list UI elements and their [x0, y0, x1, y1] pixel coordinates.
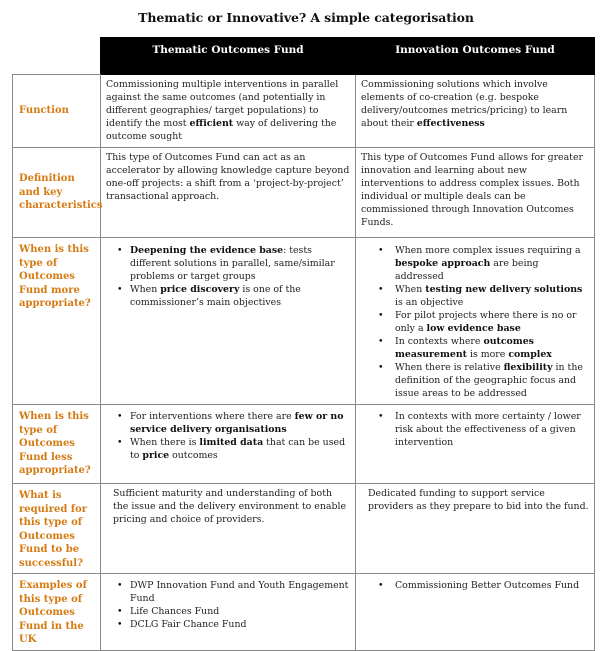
- row-label: When is this type of Outcomes Fund more appropriate?: [13, 238, 101, 405]
- list-item: • Deepening the evidence base: tests different solutions in parallel, same/similar problems or target groups: [130, 244, 350, 283]
- bullet-list: [106, 410, 350, 462]
- bullet-list: [106, 244, 350, 309]
- cell-innovation: This type of Outcomes Fund allows for greater innovation and learning about new interventions to address complex issues. Both individual or multiple deals can be commissioned through Innovation Outcomes Funds.: [356, 148, 595, 238]
- cell-innovation: [356, 574, 595, 651]
- bullet-list: [361, 244, 589, 400]
- list-item: • DWP Innovation Fund and Youth Engagement Fund: [130, 579, 350, 605]
- cell-innovation: Dedicated funding to support service providers as they prepare to bid into the fund.: [356, 484, 595, 574]
- comparison-table: [12, 37, 595, 651]
- bullet-list: [361, 579, 589, 592]
- cell-text: way of delivering the outcome sought: [106, 118, 337, 142]
- list-item: • Commissioning Better Outcomes Fund: [395, 579, 589, 592]
- header-innovation: Innovation Outcomes Fund: [356, 38, 595, 75]
- cell-thematic: [101, 405, 356, 484]
- bullet-list: [361, 410, 589, 449]
- cell-text: Commissioning multiple interventions in parallel against the same outcomes (and potentially in different geographies/ target populations) to identify the most: [106, 79, 339, 129]
- list-item: • For pilot projects where there is no or only a low evidence base: [395, 309, 589, 335]
- header-thematic: Thematic Outcomes Fund: [101, 38, 356, 75]
- list-item: • In contexts where outcomes measurement is more complex: [395, 335, 589, 361]
- header-row: [13, 38, 595, 75]
- header-blank-cell: [13, 38, 101, 75]
- list-item: • When there is limited data that can be used to price outcomes: [130, 436, 350, 462]
- cell-thematic: This type of Outcomes Fund can act as an accelerator by allowing knowledge capture beyond one-off projects: a shift from a ‘project-by-project’ transactional approach.: [101, 148, 356, 238]
- list-item: • DCLG Fair Chance Fund: [130, 618, 350, 631]
- list-item: • Life Chances Fund: [130, 605, 350, 618]
- row-function: [13, 75, 595, 148]
- row-examples: [13, 574, 595, 651]
- bullet-list: [106, 579, 350, 631]
- row-label: Definition and key characteristics: [13, 148, 101, 238]
- list-item: • When testing new delivery solutions is an objective: [395, 283, 589, 309]
- row-more-appropriate: [13, 238, 595, 405]
- list-item: • When more complex issues requiring a bespoke approach are being addressed: [395, 244, 589, 283]
- cell-innovation: [356, 405, 595, 484]
- cell-innovation: [356, 75, 595, 148]
- cell-thematic: [101, 574, 356, 651]
- list-item: • When price discovery is one of the commissioner’s main objectives: [130, 283, 350, 309]
- row-less-appropriate: [13, 405, 595, 484]
- cell-thematic: [101, 238, 356, 405]
- document-title: Thematic or Innovative? A simple categorisation: [138, 10, 474, 25]
- row-label: Function: [13, 75, 101, 148]
- list-item: • In contexts with more certainty / lower risk about the effectiveness of a given intervention: [395, 410, 589, 449]
- cell-thematic: [101, 75, 356, 148]
- cell-innovation: [356, 238, 595, 405]
- row-label: Examples of this type of Outcomes Fund in the UK: [13, 574, 101, 651]
- row-requirements: [13, 484, 595, 574]
- row-label: When is this type of Outcomes Fund less appropriate?: [13, 405, 101, 484]
- list-item: • For interventions where there are few or no service delivery organisations: [130, 410, 350, 436]
- cell-bold-text: effectiveness: [416, 118, 485, 129]
- cell-bold-text: efficient: [189, 118, 234, 129]
- cell-text: Commissioning solutions which involve elements of co-creation (e.g. bespoke delivery/outcomes metrics/pricing) to learn about their: [361, 79, 568, 129]
- row-label: What is required for this type of Outcomes Fund to be successful?: [13, 484, 101, 574]
- row-definition: [13, 148, 595, 238]
- list-item: • When there is relative flexibility in the definition of the geographic focus and issue areas to be addressed: [395, 361, 589, 400]
- cell-thematic: Sufficient maturity and understanding of both the issue and the delivery environment to enable pricing and choice of providers.: [101, 484, 356, 574]
